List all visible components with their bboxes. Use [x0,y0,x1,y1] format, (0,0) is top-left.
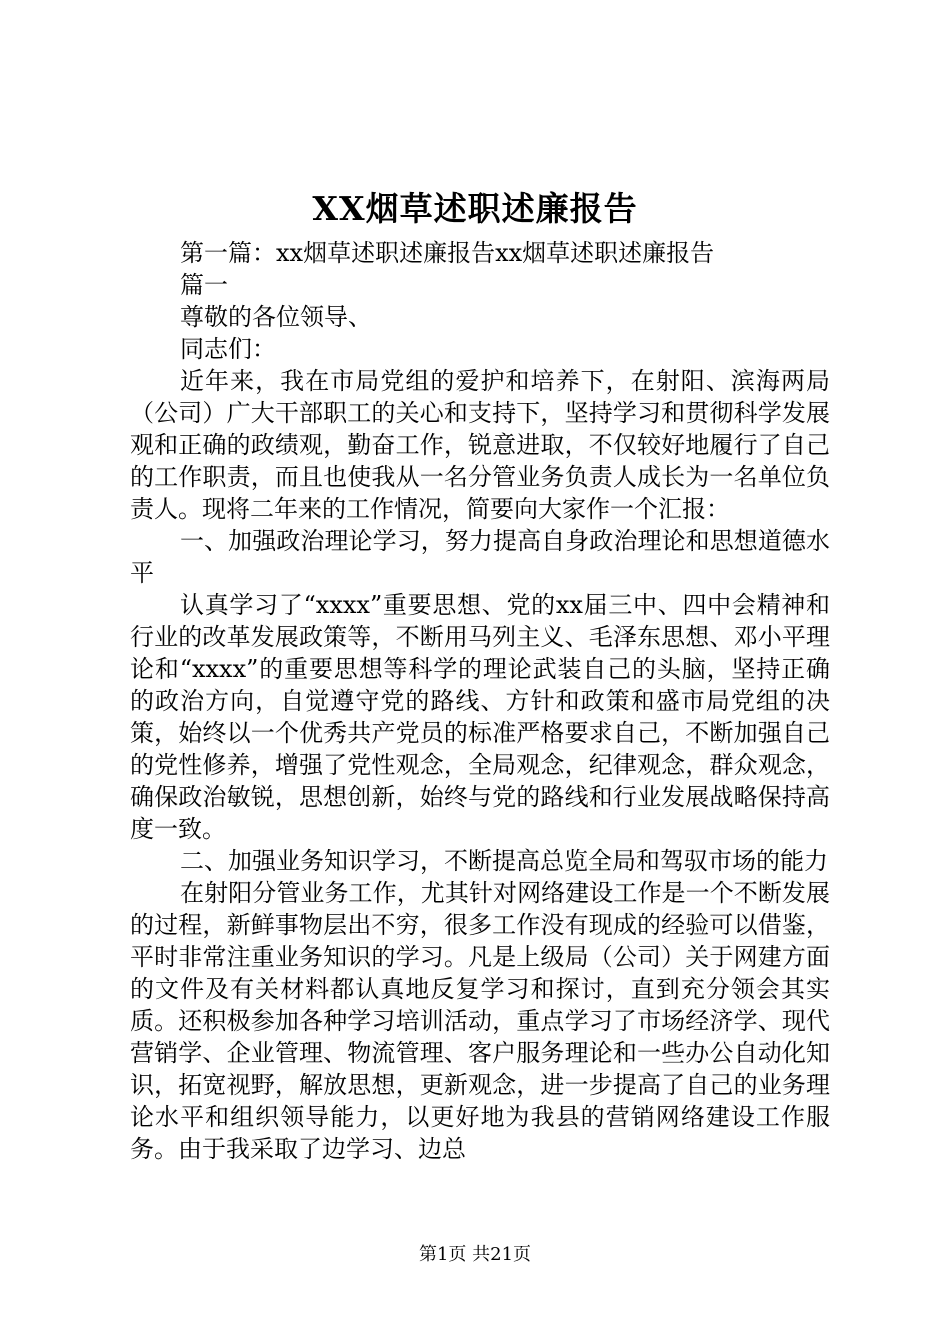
document-body [130,237,830,1165]
section-heading-1: 一、加强政治理论学习，努力提高自身政治理论和思想道德水平 [130,527,830,587]
document-title: XX烟草述职述廉报告 [312,189,638,228]
page-number-footer: 第1页 共21页 [418,1244,532,1265]
paragraph-introduction: 近年来，我在市局党组的爱护和培养下，在射阳、滨海两局（公司）广大干部职工的关心和支持下，坚持学习和贯彻科学发展观和正确的政绩观，勤奋工作，锐意进取，不仅较好地履行了自己的工作职责，而且也使我从一名分管业务负责人成长为一名单位负责人。现将二年来的工作情况，简要向大家作一个汇报： [130,367,830,523]
paragraph-section-1: 认真学习了“xxxx”重要思想、党的xx届三中、四中会精神和行业的改革发展政策等，不断用马列主义、毛泽东思想、邓小平理论和“xxxx”的重要思想等科学的理论武装自己的头脑，坚持正确的政治方向，自觉遵守党的路线、方针和政策和盛市局党组的决策，始终以一个优秀共产党员的标准严格要求自己，不断加强自己的党性修养，增强了党性观念，全局观念，纪律观念，群众观念，确保政治敏锐，思想创新，始终与党的路线和行业发展战略保持高度一致。 [130,591,830,843]
paragraph-part-label: 篇一 [180,271,228,299]
section-heading-2: 二、加强业务知识学习，不断提高总览全局和驾驭市场的能力 [180,847,828,875]
paragraph-salutation-leaders: 尊敬的各位领导、 [180,303,372,331]
paragraph-section-2: 在射阳分管业务工作，尤其针对网络建设工作是一个不断发展的过程，新鲜事物层出不穷，很多工作没有现成的经验可以借鉴，平时非常注重业务知识的学习。凡是上级局（公司）关于网建方面的文件及有关材料都认真地反复学习和探讨，直到充分领会其实质。还积极参加各种学习培训活动，重点学习了市场经济学、现代营销学、企业管理、物流管理、客户服务理论和一些办公自动化知识，拓宽视野，解放思想，更新观念，进一步提高了自己的业务理论水平和组织领导能力，以更好地为我县的营销网络建设工作服务。由于我采取了边学习、边总 [130,879,830,1163]
paragraph-salutation-comrades: 同志们： [180,335,276,363]
paragraph-chapter-heading: 第一篇：xx烟草述职述廉报告xx烟草述职述廉报告 [180,239,715,267]
